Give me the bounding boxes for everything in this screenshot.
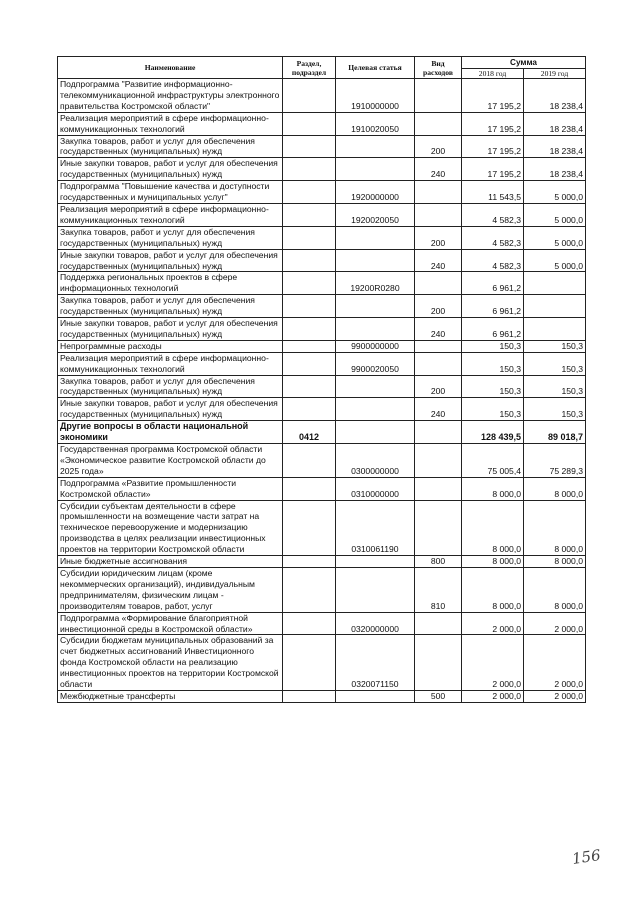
cell-type bbox=[415, 181, 462, 204]
cell-section bbox=[283, 612, 336, 635]
cell-type bbox=[415, 477, 462, 500]
cell-sum-2018: 8 000,0 bbox=[462, 556, 524, 568]
cell-section bbox=[283, 203, 336, 226]
cell-section bbox=[283, 556, 336, 568]
table-row bbox=[58, 375, 586, 398]
cell-sum-2019 bbox=[524, 295, 586, 318]
cell-sum-2018: 17 195,2 bbox=[462, 135, 524, 158]
cell-target: 0310061190 bbox=[336, 500, 415, 556]
cell-sum-2019: 8 000,0 bbox=[524, 477, 586, 500]
cell-section bbox=[283, 690, 336, 702]
cell-sum-2019: 5 000,0 bbox=[524, 226, 586, 249]
cell-name: Иные закупки товаров, работ и услуг для обеспечения государственных (муниципальных) нужд bbox=[58, 158, 283, 181]
cell-sum-2019: 8 000,0 bbox=[524, 556, 586, 568]
cell-name: Реализация мероприятий в сфере информационно-коммуникационных технологий bbox=[58, 352, 283, 375]
cell-sum-2018: 8 000,0 bbox=[462, 500, 524, 556]
cell-target bbox=[336, 318, 415, 341]
cell-type bbox=[415, 500, 462, 556]
cell-sum-2018: 6 961,2 bbox=[462, 318, 524, 341]
cell-section bbox=[283, 500, 336, 556]
cell-section bbox=[283, 135, 336, 158]
cell-sum-2019: 5 000,0 bbox=[524, 249, 586, 272]
cell-name: Субсидии юридическим лицам (кроме некоммерческих организаций), индивидуальным предпринимателям, физическим лицам - производителям товаров, работ, услуг bbox=[58, 567, 283, 612]
table-row bbox=[58, 556, 586, 568]
table-row bbox=[58, 135, 586, 158]
cell-sum-2018: 8 000,0 bbox=[462, 477, 524, 500]
table-row bbox=[58, 226, 586, 249]
cell-name: Межбюджетные трансферты bbox=[58, 690, 283, 702]
cell-target: 9900020050 bbox=[336, 352, 415, 375]
cell-name: Субсидии субъектам деятельности в сфере промышленности на возмещение части затрат на техническое перевооружение и модернизацию производства в целях реализации инвестиционных проектов на территории Костромской области bbox=[58, 500, 283, 556]
cell-sum-2019: 2 000,0 bbox=[524, 635, 586, 691]
table-row bbox=[58, 79, 586, 113]
cell-sum-2018: 6 961,2 bbox=[462, 295, 524, 318]
cell-section bbox=[283, 295, 336, 318]
cell-section bbox=[283, 158, 336, 181]
cell-name: Другие вопросы в области национальной экономики bbox=[58, 421, 283, 444]
cell-sum-2018: 150,3 bbox=[462, 398, 524, 421]
cell-name: Подпрограмма "Развитие информационно-телекоммуникационной инфраструктуры электронного правительства Костромской области" bbox=[58, 79, 283, 113]
cell-target bbox=[336, 421, 415, 444]
cell-sum-2019: 2 000,0 bbox=[524, 612, 586, 635]
cell-sum-2018: 4 582,3 bbox=[462, 249, 524, 272]
cell-sum-2019: 18 238,4 bbox=[524, 79, 586, 113]
cell-target bbox=[336, 556, 415, 568]
cell-name: Закупка товаров, работ и услуг для обеспечения государственных (муниципальных) нужд bbox=[58, 226, 283, 249]
table-row bbox=[58, 181, 586, 204]
cell-type: 240 bbox=[415, 158, 462, 181]
cell-name: Подпрограмма «Формирование благоприятной инвестиционной среды в Костромской области» bbox=[58, 612, 283, 635]
cell-section: 0412 bbox=[283, 421, 336, 444]
cell-type: 200 bbox=[415, 226, 462, 249]
cell-sum-2019: 18 238,4 bbox=[524, 158, 586, 181]
budget-table-sheet bbox=[57, 56, 585, 703]
cell-name: Подпрограмма «Развитие промышленности Костромской области» bbox=[58, 477, 283, 500]
cell-sum-2018: 128 439,5 bbox=[462, 421, 524, 444]
cell-section bbox=[283, 181, 336, 204]
cell-sum-2018: 4 582,3 bbox=[462, 226, 524, 249]
cell-section bbox=[283, 477, 336, 500]
cell-type bbox=[415, 340, 462, 352]
cell-sum-2018: 2 000,0 bbox=[462, 635, 524, 691]
cell-type bbox=[415, 352, 462, 375]
cell-target bbox=[336, 135, 415, 158]
cell-name: Закупка товаров, работ и услуг для обеспечения государственных (муниципальных) нужд bbox=[58, 375, 283, 398]
cell-sum-2018: 17 195,2 bbox=[462, 112, 524, 135]
table-header-row bbox=[58, 57, 586, 69]
table-row bbox=[58, 352, 586, 375]
cell-sum-2018: 17 195,2 bbox=[462, 158, 524, 181]
cell-target: 1920000000 bbox=[336, 181, 415, 204]
table-row bbox=[58, 203, 586, 226]
table-row bbox=[58, 567, 586, 612]
cell-section bbox=[283, 340, 336, 352]
cell-type: 500 bbox=[415, 690, 462, 702]
cell-type: 240 bbox=[415, 249, 462, 272]
table-row bbox=[58, 612, 586, 635]
cell-target: 0300000000 bbox=[336, 444, 415, 478]
cell-name: Иные закупки товаров, работ и услуг для обеспечения государственных (муниципальных) нужд bbox=[58, 318, 283, 341]
cell-target: 1910000000 bbox=[336, 79, 415, 113]
cell-name: Закупка товаров, работ и услуг для обеспечения государственных (муниципальных) нужд bbox=[58, 135, 283, 158]
cell-sum-2019: 8 000,0 bbox=[524, 500, 586, 556]
cell-sum-2018: 8 000,0 bbox=[462, 567, 524, 612]
table-row bbox=[58, 249, 586, 272]
table-row bbox=[58, 398, 586, 421]
cell-target: 0310000000 bbox=[336, 477, 415, 500]
cell-sum-2018: 11 543,5 bbox=[462, 181, 524, 204]
cell-section bbox=[283, 226, 336, 249]
page-number: 156 bbox=[570, 846, 602, 868]
cell-target: 0320071150 bbox=[336, 635, 415, 691]
cell-target bbox=[336, 158, 415, 181]
cell-sum-2019 bbox=[524, 272, 586, 295]
table-body bbox=[58, 79, 586, 703]
header-sum: Сумма bbox=[462, 57, 586, 69]
cell-target bbox=[336, 567, 415, 612]
table-row bbox=[58, 272, 586, 295]
cell-section bbox=[283, 398, 336, 421]
cell-name: Государственная программа Костромской области «Экономическое развитие Костромской области до 2025 года» bbox=[58, 444, 283, 478]
header-2019: 2019 год bbox=[524, 69, 586, 79]
table-row bbox=[58, 158, 586, 181]
cell-type bbox=[415, 79, 462, 113]
table-row bbox=[58, 690, 586, 702]
table-row bbox=[58, 500, 586, 556]
table-row bbox=[58, 112, 586, 135]
cell-sum-2019: 18 238,4 bbox=[524, 135, 586, 158]
cell-section bbox=[283, 79, 336, 113]
cell-type bbox=[415, 112, 462, 135]
cell-sum-2019: 5 000,0 bbox=[524, 181, 586, 204]
cell-name: Поддержка региональных проектов в сфере информационных технологий bbox=[58, 272, 283, 295]
table-row bbox=[58, 421, 586, 444]
header-2018: 2018 год bbox=[462, 69, 524, 79]
cell-type: 800 bbox=[415, 556, 462, 568]
cell-section bbox=[283, 567, 336, 612]
cell-sum-2019 bbox=[524, 318, 586, 341]
cell-section bbox=[283, 249, 336, 272]
cell-sum-2019: 75 289,3 bbox=[524, 444, 586, 478]
table-row bbox=[58, 444, 586, 478]
cell-target: 0320000000 bbox=[336, 612, 415, 635]
cell-target: 9900000000 bbox=[336, 340, 415, 352]
cell-target bbox=[336, 398, 415, 421]
cell-sum-2019: 150,3 bbox=[524, 340, 586, 352]
cell-sum-2019: 150,3 bbox=[524, 352, 586, 375]
cell-section bbox=[283, 112, 336, 135]
cell-sum-2018: 2 000,0 bbox=[462, 612, 524, 635]
cell-sum-2018: 4 582,3 bbox=[462, 203, 524, 226]
cell-type: 200 bbox=[415, 295, 462, 318]
cell-name: Субсидии бюджетам муниципальных образований за счет бюджетных ассигнований Инвестиционного фонда Костромской области на реализацию инвестиционных проектов на территории Костромской области bbox=[58, 635, 283, 691]
cell-name: Иные закупки товаров, работ и услуг для обеспечения государственных (муниципальных) нужд bbox=[58, 249, 283, 272]
cell-sum-2018: 2 000,0 bbox=[462, 690, 524, 702]
header-name: Наименование bbox=[58, 57, 283, 79]
cell-section bbox=[283, 444, 336, 478]
cell-type: 200 bbox=[415, 375, 462, 398]
cell-section bbox=[283, 272, 336, 295]
table-row bbox=[58, 295, 586, 318]
cell-name: Непрограммные расходы bbox=[58, 340, 283, 352]
cell-name: Реализация мероприятий в сфере информационно-коммуникационных технологий bbox=[58, 112, 283, 135]
table-row bbox=[58, 477, 586, 500]
budget-table bbox=[57, 56, 586, 703]
cell-section bbox=[283, 318, 336, 341]
header-target: Целевая статья bbox=[336, 57, 415, 79]
cell-type bbox=[415, 612, 462, 635]
cell-type: 240 bbox=[415, 318, 462, 341]
cell-target bbox=[336, 295, 415, 318]
cell-sum-2018: 150,3 bbox=[462, 340, 524, 352]
cell-sum-2019: 5 000,0 bbox=[524, 203, 586, 226]
cell-sum-2018: 6 961,2 bbox=[462, 272, 524, 295]
cell-type: 810 bbox=[415, 567, 462, 612]
cell-target bbox=[336, 249, 415, 272]
cell-sum-2019: 150,3 bbox=[524, 398, 586, 421]
cell-sum-2019: 150,3 bbox=[524, 375, 586, 398]
cell-sum-2018: 150,3 bbox=[462, 352, 524, 375]
cell-type: 240 bbox=[415, 398, 462, 421]
header-section: Раздел, подраздел bbox=[283, 57, 336, 79]
table-row bbox=[58, 340, 586, 352]
cell-sum-2018: 150,3 bbox=[462, 375, 524, 398]
cell-sum-2018: 75 005,4 bbox=[462, 444, 524, 478]
cell-section bbox=[283, 375, 336, 398]
cell-type bbox=[415, 272, 462, 295]
cell-type bbox=[415, 203, 462, 226]
cell-name: Закупка товаров, работ и услуг для обеспечения государственных (муниципальных) нужд bbox=[58, 295, 283, 318]
cell-sum-2019: 89 018,7 bbox=[524, 421, 586, 444]
cell-sum-2019: 2 000,0 bbox=[524, 690, 586, 702]
cell-target bbox=[336, 226, 415, 249]
cell-target: 19200R0280 bbox=[336, 272, 415, 295]
cell-type: 200 bbox=[415, 135, 462, 158]
cell-type bbox=[415, 444, 462, 478]
cell-target: 1910020050 bbox=[336, 112, 415, 135]
cell-sum-2019: 18 238,4 bbox=[524, 112, 586, 135]
table-row bbox=[58, 635, 586, 691]
header-type: Вид расходов bbox=[415, 57, 462, 79]
table-row bbox=[58, 318, 586, 341]
cell-section bbox=[283, 635, 336, 691]
cell-sum-2018: 17 195,2 bbox=[462, 79, 524, 113]
cell-section bbox=[283, 352, 336, 375]
cell-type bbox=[415, 421, 462, 444]
cell-target: 1920020050 bbox=[336, 203, 415, 226]
cell-target bbox=[336, 375, 415, 398]
cell-name: Иные закупки товаров, работ и услуг для обеспечения государственных (муниципальных) нужд bbox=[58, 398, 283, 421]
cell-type bbox=[415, 635, 462, 691]
cell-target bbox=[336, 690, 415, 702]
cell-name: Иные бюджетные ассигнования bbox=[58, 556, 283, 568]
cell-sum-2019: 8 000,0 bbox=[524, 567, 586, 612]
cell-name: Реализация мероприятий в сфере информационно-коммуникационных технологий bbox=[58, 203, 283, 226]
cell-name: Подпрограмма "Повышение качества и доступности государственных и муниципальных услуг" bbox=[58, 181, 283, 204]
